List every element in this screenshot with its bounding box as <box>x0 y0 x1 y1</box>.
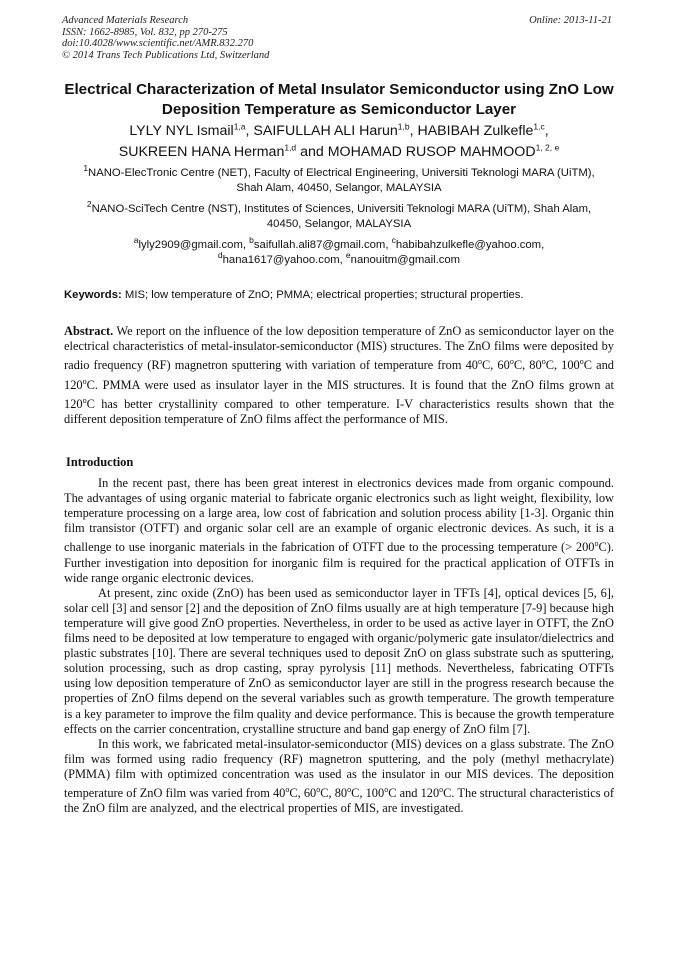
issn-line: ISSN: 1662-8985, Vol. 832, pp 270-275 <box>62 26 228 38</box>
copyright-line: © 2014 Trans Tech Publications Ltd, Switzerland <box>62 49 270 61</box>
section-heading-introduction: Introduction <box>66 455 134 469</box>
introduction-body <box>64 476 614 816</box>
abstract-text: We report on the influence of the low deposition temperature of ZnO as semiconductor layer on the electrical characteristics of metal-insulator-semiconductor (MIS) structures. The ZnO films were deposited by radio frequency (RF) magnetron sputtering with variation of temperature from 40$^o$C, 60$^o$C, 80$^o$C, 100$^o$C and 120$^o$C. PMMA were used as insulator layer in the MIS structures. It is found that the ZnO films grown at 120$^o$C has better crystallinity compared to other temperature. I-V characteristics results shown that the different deposition temperature of ZnO films affect the performance of MIS. <box>64 324 614 426</box>
email: $^d$hana1617@yahoo.com, <box>217 250 346 266</box>
keywords-text: MIS; low temperature of ZnO; PMMA; electrical properties; structural properties. <box>121 289 524 301</box>
email: $^c$habibahzulkefle@yahoo.com, <box>391 235 545 251</box>
doi-line: doi:10.4028/www.scientific.net/AMR.832.270 <box>62 38 254 49</box>
journal-header <box>62 15 269 61</box>
paragraph: In this work, we fabricated metal-insulator-semiconductor (MIS) devices on a glass substrate. The ZnO film was formed using radio frequency (RF) magnetron sputtering, and the poly (methyl methacrylate) (PMMA) film with optimized concentration was used as the insulator in our MIS devices. The deposition temperature of ZnO film was varied from 40$^o$C, 60$^o$C, 80$^o$C, 100$^o$C and 120$^o$C. The structural characteristics of the ZnO film are analyzed, and the electrical properties of MIS, are investigated. <box>64 736 615 816</box>
paragraph: At present, zinc oxide (ZnO) has been used as semiconductor layer in TFTs [4], optical devices [5, 6], solar cell [3] and sensor [2] and the deposition of ZnO films usually are at high temperature [7-9] because high temperature will give good ZnO properties. Nevertheless, in order to be used as active layer in OTFT, the ZnO films need to be deposited at low temperature to engaged with organic/polymeric gate insulator/dielectrics and plastic substrates [10]. There are several techniques used to deposit ZnO on glass substrate such as sputtering, solution processing, such as drop casting, spray pyrolysis [11] methods. Nevertheless, fabricating OTFTs using low deposition temperature of ZnO as semiconductor layer are still in the progress research because the properties of ZnO films depend on the several variables such as growth temperature. The growth temperature is a key parameter to improve the film quality and device performance. This is because the growth temperature effects on the carrier concentration, crystalline structure and band gap energy of ZnO film [7]. <box>64 585 614 736</box>
author: MOHAMAD RUSOP MAHMOOD$^{1, 2, e}$ <box>327 142 560 160</box>
email: $^b$saifullah.ali87@gmail.com, <box>249 235 392 251</box>
email: $^a$lyly2909@gmail.com, <box>133 235 250 251</box>
keywords-label: Keywords: <box>64 289 122 301</box>
author: LYLY NYL Ismail$^{1,a}$, <box>129 121 254 139</box>
keywords <box>64 288 614 303</box>
affiliation: $^2$NANO-SciTech Centre (NST), Institutes of Sciences, Universiti Teknologi MARA (UiTM), Shah Alam, 40450, Selangor, MALAYSIA <box>86 199 592 230</box>
journal-name: Advanced Materials Research <box>62 15 189 26</box>
author-emails <box>70 235 608 268</box>
author: HABIBAH Zulkefle$^{1,c}$, <box>417 121 549 139</box>
affiliation: $^1$NANO-ElecTronic Centre (NET), Faculty of Electrical Engineering, Universiti Teknologi MARA (UiTM), Shah Alam, 40450, Selangor, MALAYSIA <box>83 163 595 194</box>
author: SUKREEN HANA Herman$^{1,d}$ and <box>118 142 328 160</box>
paragraph: In the recent past, there has been great interest in electronics devices made from organic compound. The advantages of using organic material to fabricate organic electronics such as light weight, flexibility, low temperature processing on a large area, low cost of fabrication and solution process ability [1-3]. Organic thin film transistor (OTFT) and organic solar cell are an example of organic electronic devices. As such, it is a challenge to use inorganic materials in the fabrication of OTFT due to the processing temperature (> $200^oC$). Further investigation into deposition for inorganic film is required for the practical application of OTFTs in wide range organic electronic devices. <box>64 476 614 585</box>
author: SAIFULLAH ALI Harun$^{1,b}$, <box>253 121 418 139</box>
abstract <box>64 324 614 427</box>
abstract-label: Abstract. <box>64 324 114 338</box>
author-list <box>40 121 638 163</box>
email: $^e$nanouitm@gmail.com <box>345 250 461 266</box>
online-date: Online: 2013-11-21 <box>529 15 612 26</box>
paper-title: Electrical Characterization of Metal Insulator Semiconductor using ZnO Low Deposition Temperature as Semiconductor Layer <box>64 81 614 118</box>
